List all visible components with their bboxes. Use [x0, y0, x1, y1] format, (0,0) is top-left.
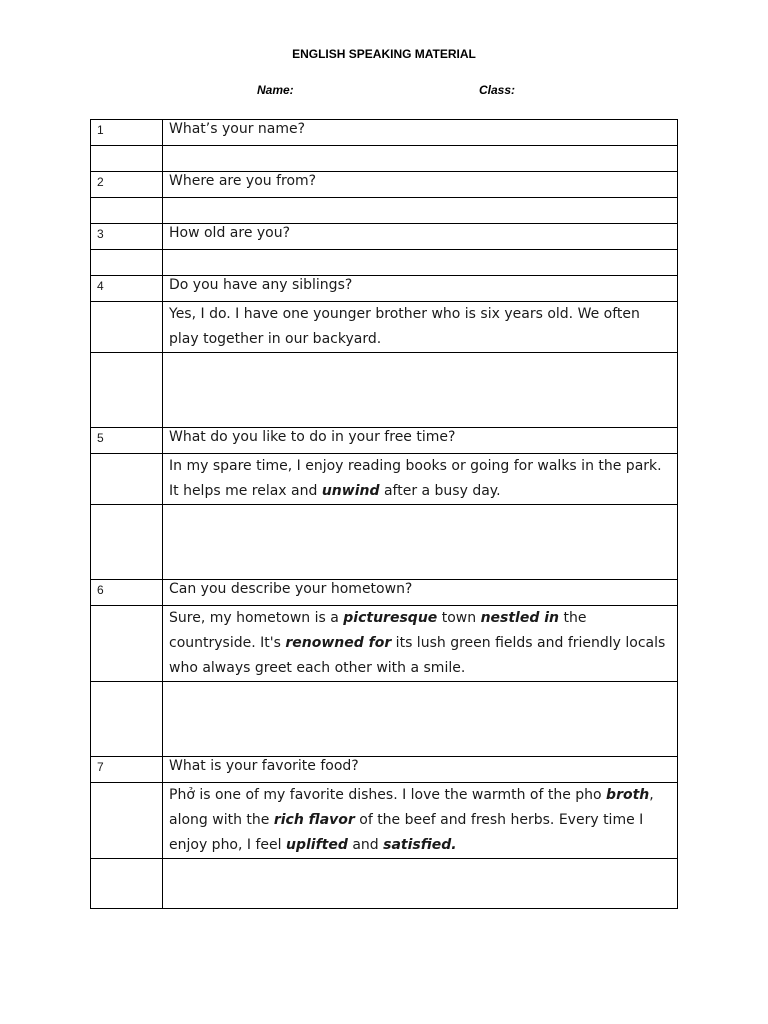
writing-space — [163, 859, 678, 909]
key-phrase: unwind — [321, 483, 380, 499]
writing-space — [163, 682, 678, 757]
sample-answer-row — [91, 606, 678, 682]
writing-space-row — [91, 505, 678, 580]
number-cell-empty — [91, 146, 163, 172]
sample-answer — [163, 302, 678, 353]
answer-text: its lush green fields and friendly locals who always greet each other with a smile. — [169, 635, 666, 676]
speaking-table — [90, 119, 678, 909]
number-cell-empty — [91, 250, 163, 276]
question-number: 7 — [91, 757, 163, 783]
sample-answer-row — [91, 454, 678, 505]
writing-space — [163, 505, 678, 580]
answer-text: town — [437, 610, 481, 626]
sample-answer-row — [91, 783, 678, 859]
writing-space-row — [91, 859, 678, 909]
question-number: 3 — [91, 224, 163, 250]
answer-text: In my spare time, I enjoy reading books or going for walks in the park. It helps me relax and — [169, 458, 662, 499]
class-label: Class: — [479, 83, 516, 97]
key-phrase: renowned for — [285, 635, 392, 651]
number-cell-empty — [91, 859, 163, 909]
number-cell-empty — [91, 783, 163, 859]
answer-text: Sure, my hometown is a — [169, 610, 344, 626]
key-phrase: uplifted — [285, 837, 348, 853]
answer-text: Yes, I do. I have one younger brother who is six years old. We often play together in our backyard. — [169, 306, 640, 347]
number-cell-empty — [91, 606, 163, 682]
key-phrase: picturesque — [343, 610, 438, 626]
number-cell-empty — [91, 353, 163, 428]
question-text: Can you describe your hometown? — [163, 580, 678, 606]
answer-space — [163, 198, 678, 224]
answer-text: of the beef and fresh herbs. Every time I enjoy pho, I feel — [169, 812, 644, 853]
question-row — [91, 428, 678, 454]
answer-space-row — [91, 146, 678, 172]
key-phrase: rich flavor — [273, 812, 355, 828]
sample-answer-row — [91, 302, 678, 353]
answer-space-row — [91, 250, 678, 276]
answer-space — [163, 250, 678, 276]
question-row — [91, 276, 678, 302]
question-text: How old are you? — [163, 224, 678, 250]
answer-space — [163, 146, 678, 172]
key-phrase: broth — [606, 787, 650, 803]
key-phrase: satisfied. — [383, 837, 457, 853]
document-title: ENGLISH SPEAKING MATERIAL — [292, 47, 476, 61]
number-cell-empty — [91, 682, 163, 757]
sample-answer — [163, 783, 678, 859]
key-phrase: nestled in — [480, 610, 560, 626]
question-row — [91, 120, 678, 146]
writing-space — [163, 353, 678, 428]
number-cell-empty — [91, 302, 163, 353]
answer-text: the countryside. It's — [169, 610, 587, 651]
question-number: 2 — [91, 172, 163, 198]
writing-space-row — [91, 353, 678, 428]
question-number: 5 — [91, 428, 163, 454]
question-number: 1 — [91, 120, 163, 146]
writing-space-row — [91, 682, 678, 757]
answer-text: after a busy day. — [379, 483, 501, 499]
name-label: Name: — [257, 83, 294, 97]
question-number: 6 — [91, 580, 163, 606]
number-cell-empty — [91, 198, 163, 224]
question-text: Do you have any siblings? — [163, 276, 678, 302]
question-row — [91, 757, 678, 783]
question-row — [91, 580, 678, 606]
question-text: What do you like to do in your free time? — [163, 428, 678, 454]
question-row — [91, 224, 678, 250]
answer-text: , along with the — [169, 787, 654, 828]
number-cell-empty — [91, 454, 163, 505]
question-text: What is your favorite food? — [163, 757, 678, 783]
number-cell-empty — [91, 505, 163, 580]
sample-answer — [163, 454, 678, 505]
answer-text: Phở is one of my favorite dishes. I love the warmth of the pho — [169, 787, 607, 803]
question-number: 4 — [91, 276, 163, 302]
question-text: Where are you from? — [163, 172, 678, 198]
answer-text: and — [347, 837, 384, 853]
question-text: What’s your name? — [163, 120, 678, 146]
answer-space-row — [91, 198, 678, 224]
sample-answer — [163, 606, 678, 682]
question-row — [91, 172, 678, 198]
